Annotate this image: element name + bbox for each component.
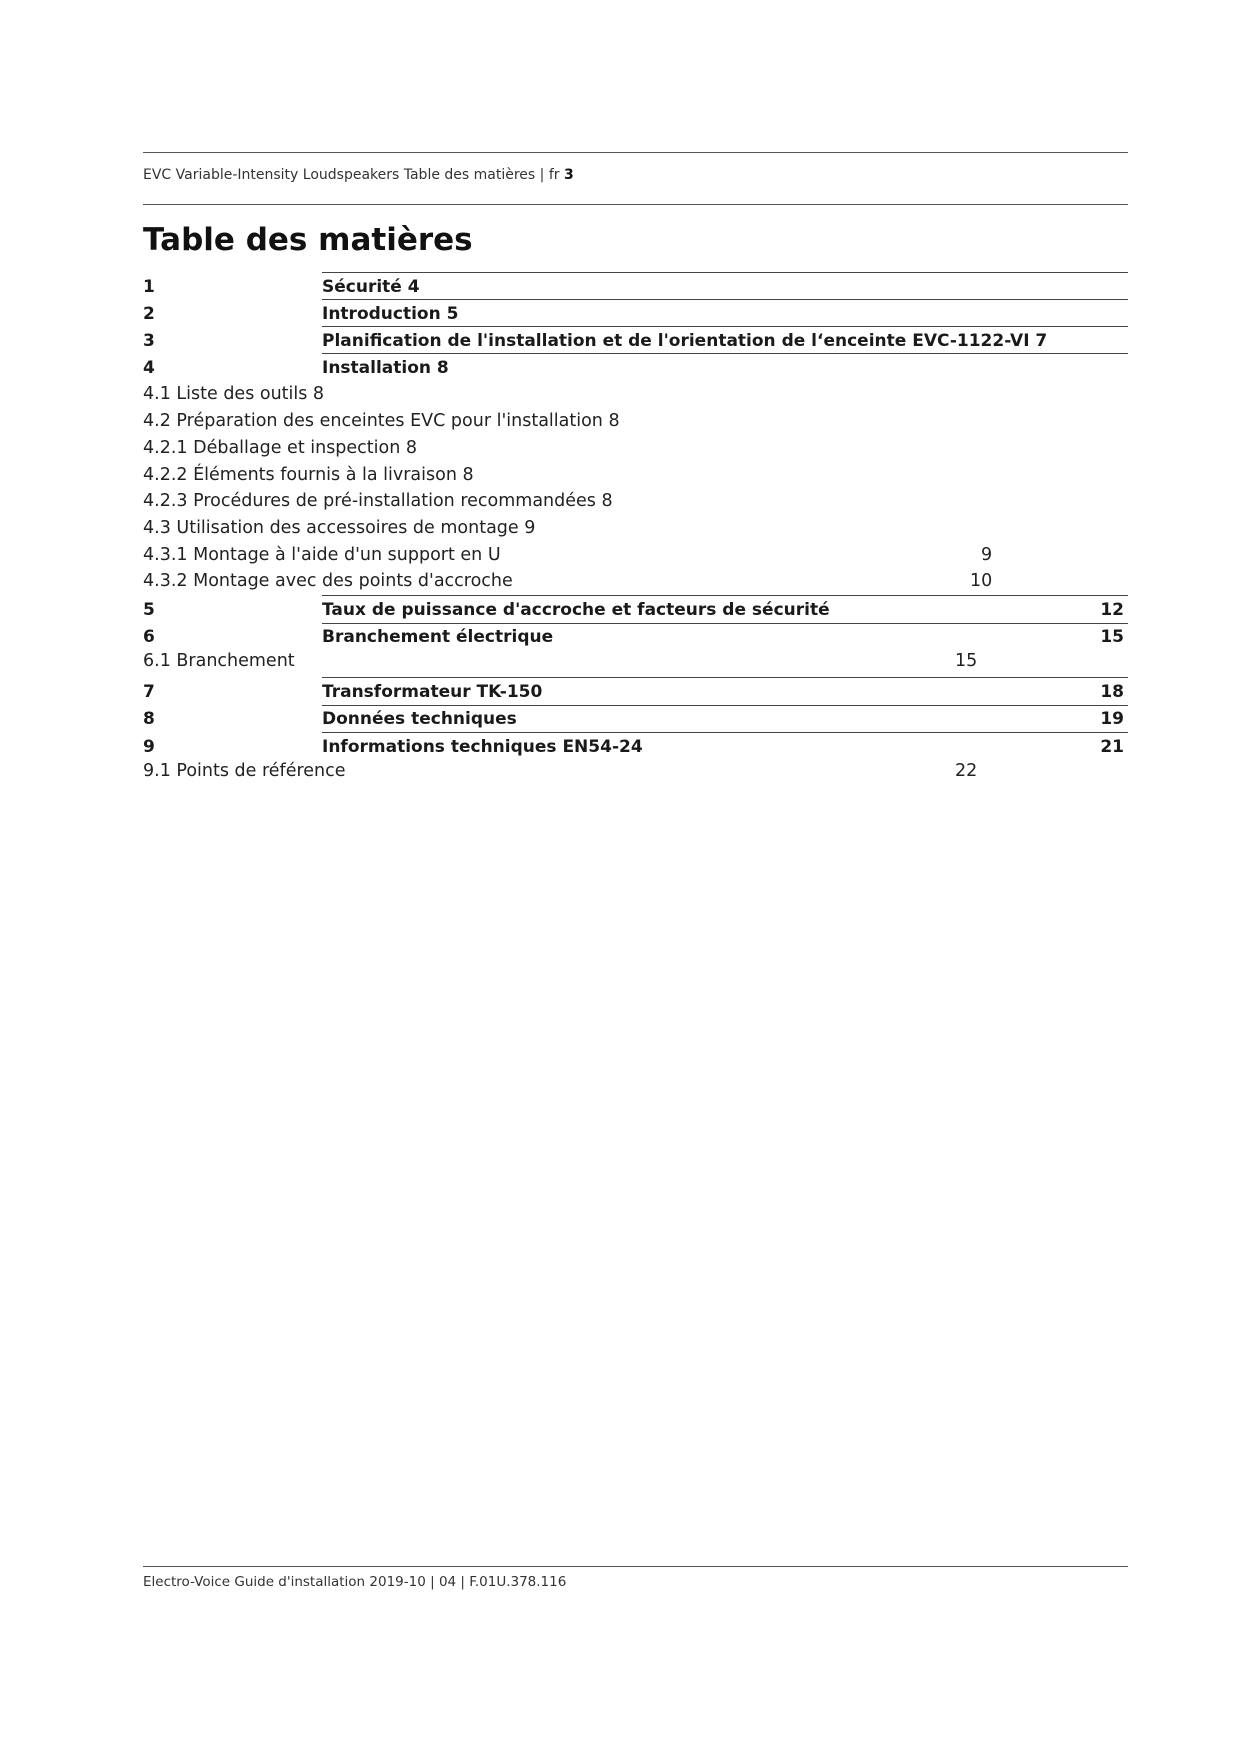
toc-chapter-3[interactable] [0,329,1241,355]
chapter-number: 8 [143,709,155,729]
chapter-title: Planification de l'installation et de l'orientation de l‘enceinte EVC-1122-VI 7 [322,331,1048,351]
header-page-number: 3 [563,167,574,183]
chapter-number: 6 [143,627,155,647]
footer-rule [143,1566,1128,1567]
toc-chapter-9[interactable] [0,735,1241,761]
toc-section-4-2-2[interactable]: 4.2.2 Éléments fournis à la livraison 8 [143,465,474,485]
chapter-number: 2 [143,304,155,324]
chapter-page: 21 [1100,737,1124,757]
chapter-title: Données techniques [322,709,517,729]
chapter-title: Informations techniques EN54-24 [322,737,643,757]
header-text: EVC Variable-Intensity Loudspeakers Table des matières | fr [143,167,564,183]
toc-section-4-3-2-page: 10 [970,571,993,591]
chapter-number: 4 [143,358,155,378]
toc-section-4-2-1[interactable]: 4.2.1 Déballage et inspection 8 [143,438,418,458]
toc-section-4-3-1-page: 9 [981,545,993,565]
toc-chapter-5[interactable] [0,598,1241,624]
toc-section-4-3-2[interactable]: 4.3.2 Montage avec des points d'accroche [143,571,513,591]
chapter-page: 15 [1100,627,1124,647]
chapter-page: 18 [1100,682,1124,702]
chapter-number: 7 [143,682,155,702]
toc-section-4-3[interactable]: 4.3 Utilisation des accessoires de montage 9 [143,518,536,538]
toc-section-4-3-1[interactable]: 4.3.1 Montage à l'aide d'un support en U [143,545,501,565]
toc-chapter-7[interactable] [0,680,1241,706]
chapter-number: 5 [143,600,155,620]
page-footer: Electro-Voice Guide d'installation 2019-10 | 04 | F.01U.378.116 [143,1574,567,1590]
chapter-number: 3 [143,331,155,351]
toc-section-4-1[interactable]: 4.1 Liste des outils 8 [143,384,325,404]
toc-section-9-1[interactable]: 9.1 Points de référence [143,761,346,781]
toc-section-6-1-page: 15 [955,651,978,671]
chapter-title: Installation 8 [322,358,449,378]
toc-section-4-2[interactable]: 4.2 Préparation des enceintes EVC pour l'installation 8 [143,411,620,431]
chapter-title: Taux de puissance d'accroche et facteurs de sécurité [322,600,830,620]
toc-section-9-1-page: 22 [955,761,978,781]
toc-chapter-8[interactable] [0,707,1241,733]
toc-chapter-4[interactable] [0,356,1241,382]
toc-chapter-1[interactable] [0,275,1241,301]
table-of-contents [0,0,1241,800]
page-title: Table des matières [143,222,473,258]
chapter-page: 12 [1100,600,1124,620]
chapter-title: Transformateur TK-150 [322,682,543,702]
chapter-page: 19 [1100,709,1124,729]
chapter-title: Sécurité 4 [322,277,420,297]
chapter-number: 9 [143,737,155,757]
chapter-title: Introduction 5 [322,304,459,324]
toc-chapter-2[interactable] [0,302,1241,328]
chapter-title: Branchement électrique [322,627,554,647]
toc-section-4-2-3[interactable]: 4.2.3 Procédures de pré-installation recommandées 8 [143,491,613,511]
toc-chapter-6[interactable] [0,625,1241,651]
toc-section-6-1[interactable]: 6.1 Branchement [143,651,295,671]
chapter-number: 1 [143,277,155,297]
